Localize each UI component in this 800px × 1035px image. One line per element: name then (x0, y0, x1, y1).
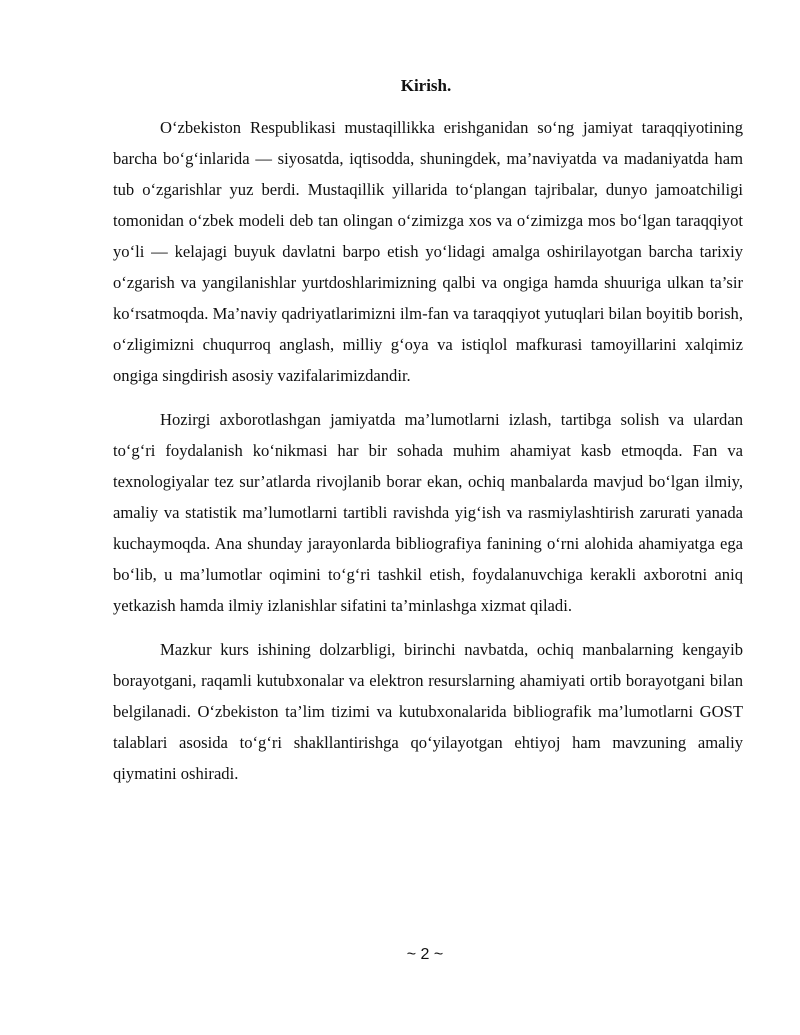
section-title: Kirish. (400, 76, 452, 95)
paragraph-1: O‘zbekiston Respublikasi mustaqillikka erishganidan so‘ng jamiyat taraqqiyotining barcha bo‘g‘inlarida — siyosatda, iqtisodda, shuningdek, ma’naviyatda va madaniyatda ham tub o‘zgarishlar yuz berdi. Mustaqillik yillarida to‘plangan tajribalar, dunyo jamoatchiligi tomonidan o‘zbek modeli deb tan olingan o‘zimizga xos va o‘zimizga mos bo‘lgan taraqqiyot yo‘li — kelajagi buyuk davlatni barpo etish yo‘lidagi amalga oshirilayotgan barcha tarixiy o‘zgarish va yangilanishlar yurtdoshlarimizning qalbi va ongiga hamda shuuriga ulkan ta’sir ko‘rsatmoqda. Ma’naviy qadriyatlarimizni ilm-fan va taraqqiyot yutuqlari bilan boyitib borish, o‘zligimizni chuqurroq anglash, milliy g‘oya va istiqlol mafkurasi tamoyillarini xalqimiz ongiga singdirish asosiy vazifalarimizdandir. (113, 118, 743, 385)
paragraph-3: Mazkur kurs ishining dolzarbligi, birinchi navbatda, ochiq manbalarning kengayib borayotgani, raqamli kutubxonalar va elektron resurslarning ahamiyati ortib borayotgani bilan belgilanadi. O‘zbekiston ta’lim tizimi va kutubxonalarida bibliografik ma’lumotlarni GOST talablari asosida to‘g‘ri shakllantirishga qo‘yilayotgan ehtiyoj ham mavzuning amaliy qiymatini oshiradi. (113, 640, 743, 783)
body-text (113, 112, 743, 802)
paragraph-2: Hozirgi axborotlashgan jamiyatda ma’lumotlarni izlash, tartibga solish va ulardan to‘g‘ri foydalanish ko‘nikmasi har bir sohada muhim ahamiyat kasb etmoqda. Fan va texnologiyalar tez sur’atlarda rivojlanib borar ekan, ochiq manbalarda mavjud bo‘lgan ilmiy, amaliy va statistik ma’lumotlarni tartibli ravishda yig‘ish va rasmiylashtirish zarurati yanada kuchaymoqda. Ana shunday jarayonlarda bibliografiya fanining o‘rni alohida ahamiyatga ega bo‘lib, u ma’lumotlar oqimini to‘g‘ri tashkil etish, foydalanuvchiga kerakli axborotni aniq yetkazish hamda ilmiy izlanishlar sifatini ta’minlashga xizmat qiladi. (113, 410, 743, 615)
page-number: ~ 2 ~ (406, 946, 444, 963)
